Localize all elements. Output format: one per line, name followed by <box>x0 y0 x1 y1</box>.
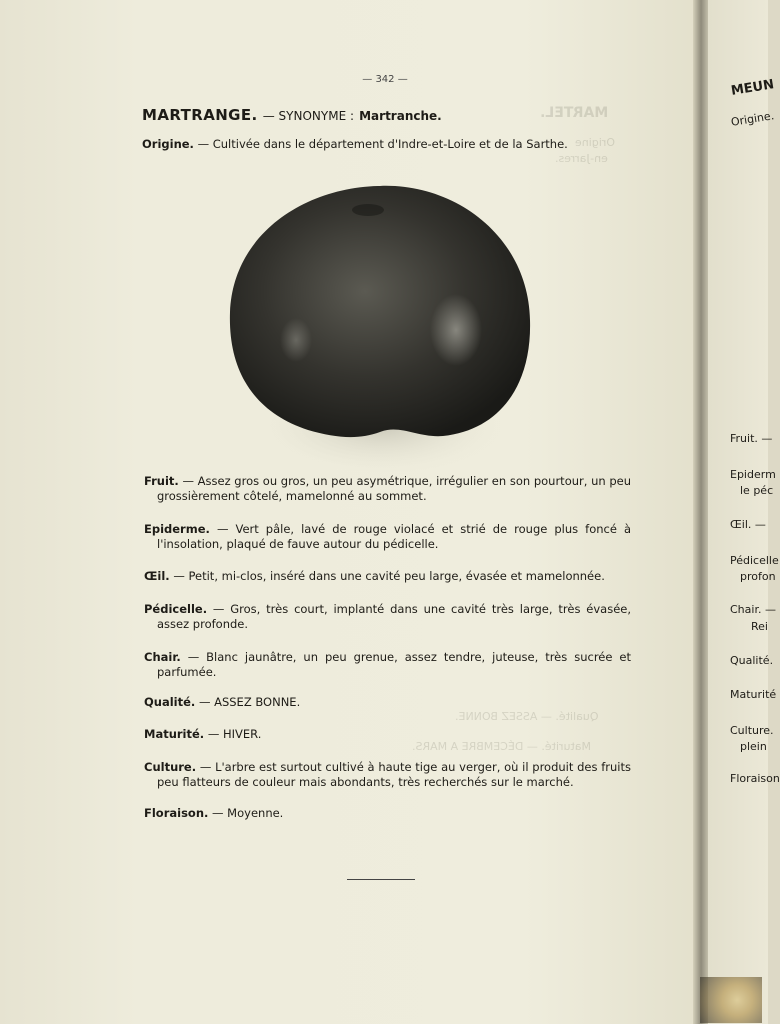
entry-label: Œil. <box>144 569 170 583</box>
facing-line: Maturité <box>730 688 777 701</box>
synonym-label: — SYNONYME : <box>262 109 355 123</box>
entry-maturite <box>144 727 631 742</box>
variety-name: MARTRANGE. <box>142 106 258 124</box>
entry-text: — Moyenne. <box>212 806 284 820</box>
entry-pedicelle <box>144 602 631 632</box>
entry-label: Fruit. <box>144 474 179 488</box>
facing-line: Epiderm <box>730 468 776 481</box>
facing-line: Rei <box>751 620 768 633</box>
entry-chair <box>144 650 631 680</box>
bleed-heading: MARTEL. <box>540 105 609 121</box>
entry-text: — ASSEZ BONNE. <box>198 695 301 709</box>
entry-floraison <box>144 806 631 821</box>
entry-text: — Assez gros ou gros, un peu asymétrique, irrégulier en son pourtour, un peu grossièrement côtelé, mamelonné au sommet. <box>157 474 631 503</box>
origin-label: Origine. <box>142 137 194 151</box>
entry-qualite <box>144 695 631 710</box>
facing-line: plein <box>740 740 767 753</box>
facing-line: Floraison <box>730 772 780 785</box>
entry-text: — Petit, mi-clos, inséré dans une cavité peu large, évasée et mamelonnée. <box>173 569 605 583</box>
entry-label: Pédicelle. <box>144 602 208 616</box>
facing-line: Chair. — <box>730 603 776 616</box>
bleed-en-jarres: en-Jarres. <box>555 152 608 165</box>
origin-line <box>142 137 568 151</box>
facing-page <box>708 0 780 1024</box>
entry-text: — L'arbre est surtout cultivé à haute tige au verger, où il produit des fruits peu flatteurs de couleur mais abondants, très recherchés sur le marché. <box>157 760 631 789</box>
entry-fruit <box>144 474 631 504</box>
facing-line: Fruit. — <box>730 432 773 445</box>
facing-line: Pédicelle <box>730 554 779 567</box>
apple-photograph <box>228 180 533 480</box>
entry-text: — Blanc jaunâtre, un peu grenue, assez tendre, juteuse, très sucrée et parfumée. <box>157 650 631 679</box>
facing-heading: MEUN <box>730 77 776 99</box>
entry-label: Floraison. <box>144 806 209 820</box>
facing-line: profon <box>740 570 776 583</box>
entry-label: Chair. <box>144 650 181 664</box>
entry-text: — Vert pâle, lavé de rouge violacé et strié de rouge plus foncé à l'insolation, plaqué de fauve autour du pédicelle. <box>157 522 632 551</box>
entry-epiderme <box>144 522 631 552</box>
page-number: — 342 — <box>362 74 408 85</box>
end-rule <box>347 879 415 880</box>
entry-label: Qualité. <box>144 695 196 709</box>
facing-line: Œil. — <box>730 518 766 531</box>
entry-text: — Gros, très court, implanté dans une cavité très large, très évasée, assez profonde. <box>157 602 631 631</box>
variety-title <box>142 105 442 124</box>
entry-label: Culture. <box>144 760 197 774</box>
entry-culture <box>144 760 631 790</box>
bleed-qualite: Qualité. — ASSEZ BONNE. <box>455 710 599 723</box>
corner-thumbnail-image <box>700 977 762 1023</box>
entry-label: Maturité. <box>144 727 205 741</box>
entry-label: Epiderme. <box>144 522 210 536</box>
bleed-origin: Origine <box>575 136 616 149</box>
origin-text: — Cultivée dans le département d'Indre-et-Loire et de la Sarthe. <box>197 137 568 151</box>
book-gutter <box>693 0 709 1024</box>
facing-line: Qualité. <box>730 654 774 667</box>
entry-text: — HIVER. <box>207 727 262 741</box>
bleed-maturite: Maturité. — DÉCEMBRE A MARS. <box>412 740 592 753</box>
facing-line: le péc <box>740 484 774 497</box>
synonym-value: Martranche. <box>359 109 442 123</box>
facing-line: Culture. <box>730 724 774 737</box>
facing-line: Origine. <box>730 109 776 129</box>
entry-oeil <box>144 569 631 584</box>
